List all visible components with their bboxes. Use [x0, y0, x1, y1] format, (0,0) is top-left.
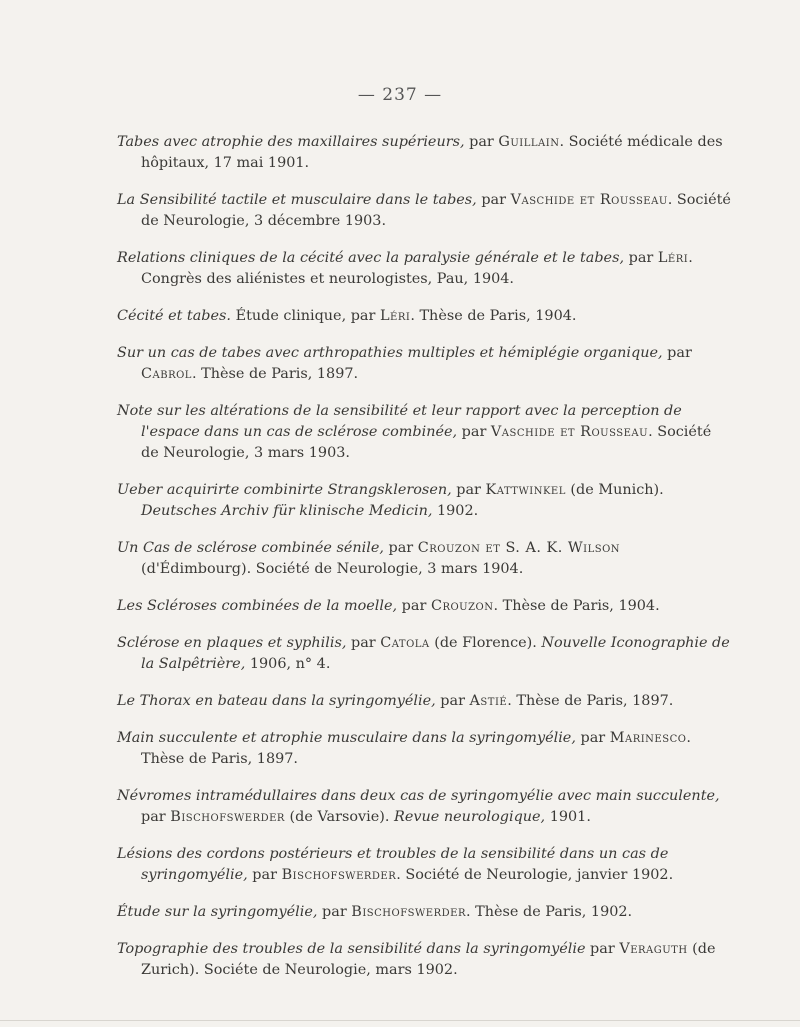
reference-details: . Société de Neurologie, janvier 1902. [396, 867, 674, 884]
reference-connector: par [435, 693, 470, 710]
reference-author: Kattwinkel [485, 482, 566, 499]
reference-author: Crouzon et S. A. K. Wilson [417, 540, 621, 557]
reference-entry [117, 401, 732, 464]
reference-author: Vaschide et Rousseau [490, 424, 649, 441]
page-bottom-edge [0, 1020, 800, 1021]
reference-author: Guillain [498, 134, 560, 151]
reference-author: Léri [379, 308, 411, 325]
reference-title: Lésions des cordons postérieurs et troubles de la sensibilité dans un cas de syringomyélie, [117, 846, 669, 884]
reference-entry [117, 596, 732, 617]
reference-details: . Société de Neurologie, 3 décembre 1903. [141, 192, 731, 230]
reference-details: . Société de Neurologie, 3 mars 1903. [141, 424, 712, 462]
reference-connector: par [575, 730, 610, 747]
reference-title: Relations cliniques de la cécité avec la paralysie générale et le tabes, [117, 250, 625, 267]
reference-connector: par [624, 250, 658, 267]
reference-title: Névromes intramédullaires dans deux cas de syringomyélie avec main succulente, [117, 788, 720, 805]
reference-connector: par [317, 904, 352, 921]
reference-title: Cécité et tabes. [117, 308, 231, 325]
reference-entry [117, 190, 732, 232]
reference-list [117, 118, 732, 997]
reference-title: Étude sur la syringomyélie, [117, 904, 318, 921]
reference-title: Ueber acquirirte combinirte Strangsklerosen, [117, 482, 452, 499]
reference-connector: par [476, 192, 511, 209]
reference-journal: Deutsches Archiv für klinische Medicin, [141, 503, 433, 520]
reference-connector: par [451, 482, 486, 499]
reference-author: Veraguth [619, 941, 688, 958]
reference-entry [117, 902, 732, 923]
reference-details: (de Munich). [565, 482, 664, 499]
reference-connector: Étude clinique, par [231, 308, 380, 325]
reference-journal: Revue neurologique, [394, 809, 546, 826]
reference-author: Bischofswerder [170, 809, 285, 826]
reference-connector: par [457, 424, 491, 441]
reference-entry [117, 480, 732, 522]
reference-connector: par [662, 345, 692, 362]
reference-title: La Sensibilité tactile et musculaire dans le tabes, [117, 192, 477, 209]
reference-entry [117, 728, 732, 770]
reference-entry [117, 691, 732, 712]
reference-year: 1901. [545, 809, 591, 826]
reference-entry [117, 633, 732, 675]
reference-title: Le Thorax en bateau dans la syringomyélie, [117, 693, 436, 710]
reference-details: . Thèse de Paris, 1904. [493, 598, 660, 615]
reference-details: . Thèse de Paris, 1897. [507, 693, 674, 710]
reference-year: 1902. [432, 503, 479, 520]
reference-details: . Thèse de Paris, 1904. [410, 308, 577, 325]
reference-details: (de Varsovie). [284, 809, 395, 826]
reference-author: Bischofswerder [281, 867, 397, 884]
reference-title: Les Scléroses combinées de la moelle, [117, 598, 398, 615]
reference-connector: par [464, 134, 499, 151]
reference-title: Topographie des troubles de la sensibilité dans la syringomyélie [117, 941, 586, 958]
page-number: — 237 — [357, 85, 443, 105]
reference-entry [117, 132, 732, 174]
reference-author: Marinesco [609, 730, 687, 747]
reference-entry [117, 844, 732, 886]
reference-details: (de Zurich). Sociéte de Neurologie, mars 1902. [141, 941, 716, 979]
reference-details: . Thèse de Paris, 1902. [465, 904, 633, 921]
reference-connector: par [141, 809, 171, 826]
reference-title: Sur un cas de tabes avec arthropathies multiples et hémiplégie organique, [117, 345, 663, 362]
reference-author: Bischofswerder [351, 904, 466, 921]
reference-title: Un Cas de sclérose combinée sénile, [117, 540, 384, 557]
reference-title: Main succulente et atrophie musculaire dans la syringomyélie, [117, 730, 576, 747]
reference-author: Catola [380, 635, 430, 652]
reference-details: . Thèse de Paris, 1897. [191, 366, 359, 383]
reference-year: 1906, n° 4. [245, 656, 331, 673]
reference-entry [117, 786, 732, 828]
reference-title: Sclérose en plaques et syphilis, [117, 635, 347, 652]
reference-details: (d'Édimbourg). Société de Neurologie, 3 mars 1904. [141, 561, 524, 578]
reference-connector: par [346, 635, 381, 652]
reference-details: . Société médicale des hôpitaux, 17 mai 1901. [141, 134, 723, 172]
reference-journal: Nouvelle Iconographie de la Salpêtrière, [141, 635, 730, 673]
reference-author: Crouzon [430, 598, 494, 615]
reference-entry [117, 939, 732, 981]
reference-details: . Thèse de Paris, 1897. [141, 730, 691, 768]
reference-author: Léri [657, 250, 689, 267]
reference-connector: par [397, 598, 431, 615]
reference-author: Vaschide et Rousseau [510, 192, 668, 209]
reference-connector: par [247, 867, 282, 884]
reference-details: . Congrès des aliénistes et neurologistes, Pau, 1904. [141, 250, 693, 288]
reference-connector: par [383, 540, 418, 557]
reference-entry [117, 306, 732, 327]
reference-details: (de Florence). [429, 635, 542, 652]
reference-entry [117, 248, 732, 290]
reference-entry [117, 538, 732, 580]
reference-entry [117, 343, 732, 385]
reference-author: Astié [469, 693, 508, 710]
reference-title: Note sur les altérations de la sensibilité et leur rapport avec la perception de l'espace dans un cas de sclérose combinée, [117, 403, 682, 441]
reference-connector: par [585, 941, 620, 958]
reference-author: Cabrol [141, 366, 192, 383]
reference-title: Tabes avec atrophie des maxillaires supérieurs, [117, 134, 465, 151]
